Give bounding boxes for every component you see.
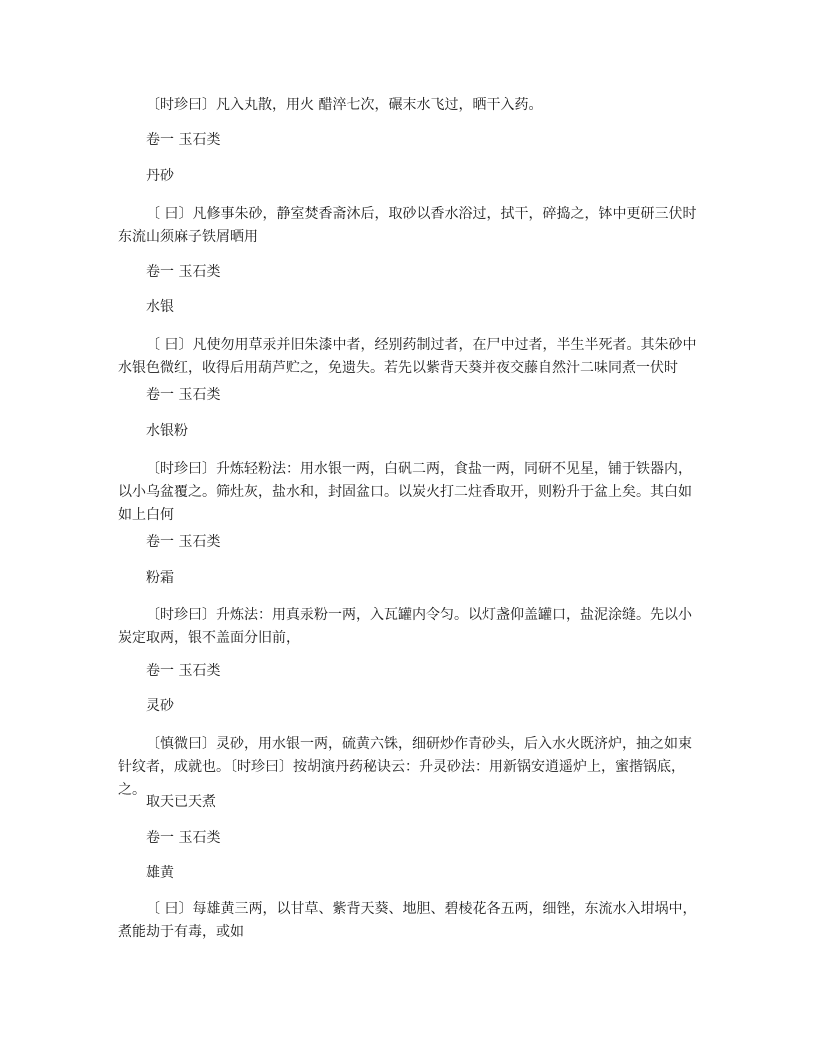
section-heading: 卷一 玉石类 xyxy=(146,663,221,679)
paragraph-shuiyinfen: 〔时珍曰〕升炼轻粉法：用水银一两，白矾二两，食盐一两，同研不见星，铺于铁器内，以小乌盆覆之。筛灶灰，盐水和，封固盆口。以炭火打二炷香取开，则粉升于盆上矣。其白如如上白何 xyxy=(118,461,692,523)
entry-title-lingsha: 灵砂 xyxy=(146,698,174,714)
section-heading: 卷一 玉石类 xyxy=(146,534,221,550)
paragraph-shuiyin: 〔 曰〕凡使勿用草汞并旧朱漆中者，经别药制过者，在尸中过者，半生半死者。其朱砂中水银色微红，收得后用葫芦贮之，免遗失。若先以紫背天葵并夜交藤自然汁二味同煮一伏时 xyxy=(118,337,697,376)
paragraph-intro: 〔时珍曰〕凡入丸散，用火 醋淬七次，碾末水飞过，晒干入药。 xyxy=(146,97,543,113)
entry-title-shuiyinfen: 水银粉 xyxy=(146,423,188,439)
section-heading: 卷一 玉石类 xyxy=(146,387,221,403)
paragraph-fenshuang: 〔时珍曰〕升炼法：用真汞粉一两，入瓦罐内令匀。以灯盏仰盖罐口，盐泥涂缝。先以小炭定取两，银不盖面分旧前， xyxy=(118,607,692,646)
paragraph-lingsha: 〔慎微曰〕灵砂，用水银一两，硫黄六铢，细研炒作青砂头，后入水火既济炉，抽之如束针纹者，成就也。〔时珍曰〕按胡演丹药秘诀云：升灵砂法：用新锅安逍遥炉上，蜜揩锅底，之。 xyxy=(118,736,692,798)
entry-title-dansha: 丹砂 xyxy=(146,168,174,184)
paragraph-fragment: 取天已天煮 xyxy=(146,794,216,810)
section-heading: 卷一 玉石类 xyxy=(146,830,221,846)
section-heading: 卷一 玉石类 xyxy=(146,132,221,148)
entry-title-xionghuang: 雄黄 xyxy=(146,865,174,881)
entry-title-fenshuang: 粉霜 xyxy=(146,570,174,586)
entry-title-shuiyin: 水银 xyxy=(146,299,174,315)
paragraph-xionghuang: 〔 曰〕每雄黄三两，以甘草、紫背天葵、地胆、碧棱花各五两，细锉，东流水入坩埚中，煮能劫于有毒，或如 xyxy=(118,901,697,940)
paragraph-dansha: 〔 曰〕凡修事朱砂，静室焚香斋沐后，取砂以香水浴过，拭干，碎捣之，钵中更研三伏时东流山须麻子铁屑晒用 xyxy=(118,206,697,245)
section-heading: 卷一 玉石类 xyxy=(146,264,221,280)
